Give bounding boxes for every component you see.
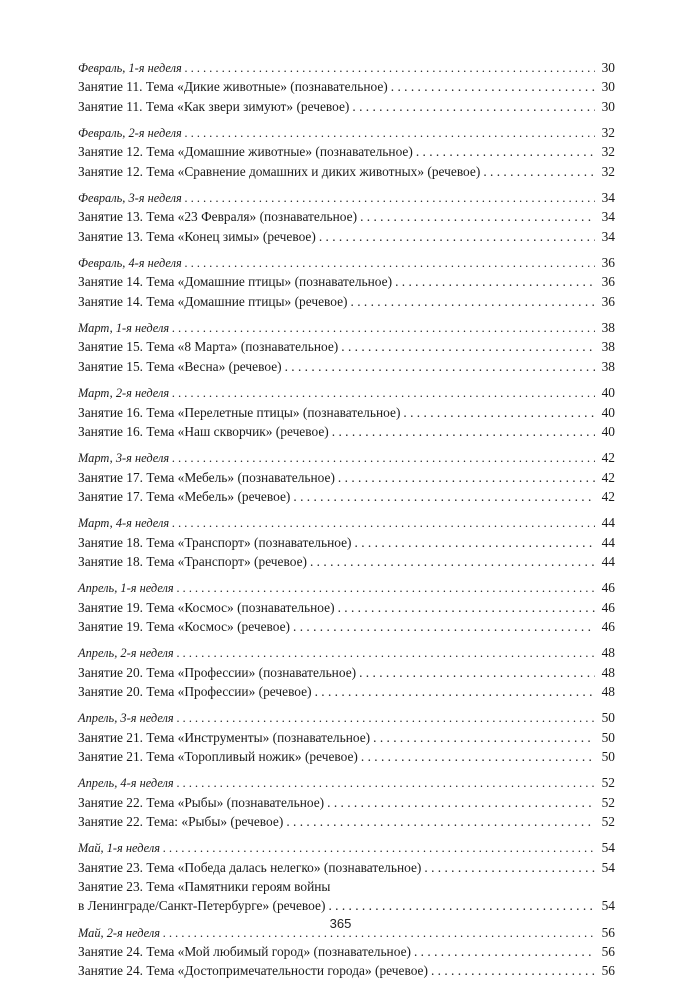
lesson-entry-page: 48	[601, 664, 615, 680]
lesson-entry-page: 32	[601, 163, 615, 179]
toc-section	[78, 773, 615, 831]
week-heading-label: Март, 1-я неделя	[78, 321, 170, 336]
lesson-entry-label: Занятие 12. Тема «Домашние животные» (познавательное)	[78, 144, 413, 160]
table-of-contents	[78, 58, 615, 988]
lesson-entry	[78, 162, 615, 181]
lesson-entry	[78, 663, 615, 682]
lesson-entry-label: Занятие 14. Тема «Домашние птицы» (речевое)	[78, 293, 348, 309]
dot-leader	[185, 59, 595, 78]
dot-leader	[310, 552, 595, 571]
lesson-entry	[78, 207, 615, 226]
dot-leader	[177, 579, 595, 598]
dot-leader	[341, 337, 595, 356]
lesson-entry-label: Занятие 23. Тема «Памятники героям войны	[78, 879, 331, 895]
lesson-entry-page: 40	[601, 404, 615, 420]
lesson-entry-page: 38	[601, 339, 615, 355]
lesson-entry-label: Занятие 22. Тема «Рыбы» (познавательное)	[78, 794, 325, 810]
week-heading-label: Февраль, 2-я неделя	[78, 126, 182, 141]
week-heading-label: Апрель, 4-я неделя	[78, 776, 174, 791]
week-heading	[78, 58, 615, 77]
lesson-entry	[78, 747, 615, 766]
lesson-entry-continued-label: в Ленинграде/Санкт-Петербурге» (речевое)	[78, 898, 326, 914]
lesson-entry-page: 44	[601, 534, 615, 550]
lesson-entry	[78, 552, 615, 571]
lesson-entry-label: Занятие 20. Тема «Профессии» (познавательное)	[78, 664, 357, 680]
dot-leader	[286, 812, 595, 831]
lesson-entry-page: 40	[601, 423, 615, 439]
dot-leader	[293, 487, 595, 506]
lesson-entry-page: 46	[601, 618, 615, 634]
lesson-entry-label: Занятие 24. Тема «Достопримечательности города» (речевое)	[78, 963, 428, 979]
week-heading-label: Март, 3-я неделя	[78, 451, 170, 466]
week-heading-label: Февраль, 4-я неделя	[78, 256, 182, 271]
week-heading-label: Апрель, 1-я неделя	[78, 581, 174, 596]
week-heading-page: 40	[601, 385, 615, 401]
week-heading-page: 34	[601, 190, 615, 206]
lesson-entry-label: Занятие 16. Тема «Наш скворчик» (речевое)	[78, 423, 329, 439]
lesson-entry-label: Занятие 16. Тема «Перелетные птицы» (познавательное)	[78, 404, 401, 420]
week-heading	[78, 643, 615, 662]
lesson-entry-page: 42	[601, 488, 615, 504]
lesson-entry-page: 56	[601, 963, 615, 979]
lesson-entry-label: Занятие 13. Тема «23 Февраля» (познавательное)	[78, 209, 358, 225]
lesson-entry-page: 36	[601, 293, 615, 309]
week-heading-page: 30	[601, 60, 615, 75]
week-heading-page: 32	[601, 125, 615, 141]
lesson-entry-label: Занятие 19. Тема «Космос» (речевое)	[78, 618, 291, 634]
toc-section	[78, 643, 615, 701]
toc-section	[78, 188, 615, 246]
week-heading-page: 52	[601, 775, 615, 791]
dot-leader	[338, 468, 595, 487]
lesson-entry	[78, 227, 615, 246]
lesson-entry-page: 52	[601, 794, 615, 810]
lesson-entry-page: 44	[601, 553, 615, 569]
dot-leader	[285, 357, 595, 376]
toc-section	[78, 448, 615, 506]
lesson-entry-label: Занятие 24. Тема «Мой любимый город» (познавательное)	[78, 944, 411, 960]
toc-section	[78, 578, 615, 636]
lesson-entry-page: 54	[601, 859, 615, 875]
lesson-entry-page: 38	[601, 358, 615, 374]
lesson-entry-page: 56	[601, 944, 615, 960]
lesson-entry-page: 50	[601, 749, 615, 764]
lesson-entry	[78, 142, 615, 161]
week-heading	[78, 773, 615, 792]
dot-leader	[355, 533, 595, 552]
dot-leader	[403, 403, 595, 422]
lesson-entry	[78, 877, 615, 896]
lesson-entry-label: Занятие 21. Тема «Торопливый ножик» (речевое)	[78, 749, 358, 764]
lesson-entry-page: 30	[601, 79, 615, 95]
lesson-entry	[78, 812, 615, 831]
lesson-entry-label: Занятие 12. Тема «Сравнение домашних и диких животных» (речевое)	[78, 163, 481, 179]
week-heading-label: Апрель, 3-я неделя	[78, 711, 174, 726]
week-heading-label: Февраль, 1-я неделя	[78, 61, 182, 75]
dot-leader	[373, 728, 595, 747]
lesson-entry	[78, 942, 615, 961]
dot-leader	[351, 292, 595, 311]
week-heading	[78, 188, 615, 207]
lesson-entry	[78, 337, 615, 356]
week-heading-page: 50	[601, 710, 615, 726]
dot-leader	[391, 77, 595, 96]
lesson-entry-label: Занятие 17. Тема «Мебель» (познавательное)	[78, 469, 335, 485]
lesson-entry-label: Занятие 15. Тема «8 Марта» (познавательное)	[78, 339, 339, 355]
lesson-entry-page: 52	[601, 814, 615, 830]
dot-leader	[327, 793, 595, 812]
lesson-entry	[78, 487, 615, 506]
lesson-entry-label: Занятие 23. Тема «Победа далась нелегко» (познавательное)	[78, 859, 422, 875]
toc-section	[78, 383, 615, 441]
lesson-entry	[78, 533, 615, 552]
week-heading-label: Апрель, 2-я неделя	[78, 646, 174, 661]
week-heading-page: 42	[601, 450, 615, 466]
toc-section	[78, 838, 615, 915]
week-heading-page: 44	[601, 515, 615, 531]
lesson-entry-label: Занятие 18. Тема «Транспорт» (познавательное)	[78, 534, 352, 550]
page-number: 365	[329, 916, 352, 931]
week-heading-label: Май, 2-я неделя	[78, 925, 161, 940]
dot-leader	[172, 384, 595, 403]
week-heading	[78, 253, 615, 272]
dot-leader	[361, 747, 595, 766]
lesson-entry-label: Занятие 19. Тема «Космос» (познавательное)	[78, 599, 335, 615]
dot-leader	[177, 774, 595, 793]
lesson-entry-page: 30	[601, 98, 615, 114]
week-heading-label: Март, 4-я неделя	[78, 516, 170, 531]
dot-leader	[315, 682, 595, 701]
lesson-entry-page: 42	[601, 469, 615, 485]
lesson-entry	[78, 292, 615, 311]
lesson-entry	[78, 422, 615, 441]
lesson-entry-label: Занятие 22. Тема: «Рыбы» (речевое)	[78, 814, 284, 830]
lesson-entry-label: Занятие 20. Тема «Профессии» (речевое)	[78, 683, 312, 699]
week-heading-page: 56	[601, 924, 615, 940]
dot-leader	[424, 858, 595, 877]
lesson-entry-label: Занятие 15. Тема «Весна» (речевое)	[78, 358, 282, 374]
lesson-entry-page: 48	[601, 683, 615, 699]
lesson-entry	[78, 77, 615, 96]
dot-leader	[172, 319, 595, 338]
lesson-entry-label: Занятие 21. Тема «Инструменты» (познавательное)	[78, 729, 371, 745]
lesson-entry	[78, 403, 615, 422]
dot-leader	[338, 598, 595, 617]
week-heading-page: 46	[601, 580, 615, 596]
dot-leader	[360, 207, 595, 226]
dot-leader	[332, 422, 595, 441]
week-heading-label: Март, 2-я неделя	[78, 386, 170, 401]
dot-leader	[177, 644, 595, 663]
dot-leader	[172, 514, 595, 533]
lesson-entry-page: 34	[601, 228, 615, 244]
week-heading-page: 54	[601, 840, 615, 856]
lesson-entry	[78, 97, 615, 116]
lesson-entry	[78, 682, 615, 701]
week-heading	[78, 708, 615, 727]
week-heading	[78, 383, 615, 402]
toc-section	[78, 58, 615, 116]
dot-leader	[185, 254, 595, 273]
lesson-entry-page: 34	[601, 209, 615, 225]
lesson-entry	[78, 468, 615, 487]
lesson-entry-label: Занятие 11. Тема «Как звери зимуют» (речевое)	[78, 98, 350, 114]
lesson-entry-label: Занятие 13. Тема «Конец зимы» (речевое)	[78, 228, 316, 244]
dot-leader	[185, 124, 595, 143]
week-heading-page: 38	[601, 320, 615, 336]
week-heading-label: Февраль, 3-я неделя	[78, 191, 182, 206]
toc-section	[78, 923, 615, 981]
toc-section	[78, 513, 615, 571]
dot-leader	[416, 142, 595, 161]
dot-leader	[319, 227, 595, 246]
lesson-entry	[78, 272, 615, 291]
week-heading	[78, 578, 615, 597]
lesson-entry-continued	[78, 896, 615, 915]
lesson-entry	[78, 617, 615, 636]
dot-leader	[185, 189, 595, 208]
dot-leader	[414, 942, 595, 961]
dot-leader	[293, 617, 595, 636]
week-heading	[78, 318, 615, 337]
lesson-entry-label: Занятие 18. Тема «Транспорт» (речевое)	[78, 553, 307, 569]
lesson-entry	[78, 357, 615, 376]
week-heading	[78, 838, 615, 857]
week-heading-page: 36	[601, 255, 615, 271]
dot-leader	[352, 97, 595, 116]
lesson-entry-page: 46	[601, 599, 615, 615]
dot-leader	[172, 449, 595, 468]
week-heading-label: Май, 1-я неделя	[78, 841, 161, 856]
lesson-entry-label: Занятие 11. Тема «Дикие животные» (познавательное)	[78, 79, 388, 95]
lesson-entry	[78, 598, 615, 617]
lesson-entry-page: 36	[601, 274, 615, 290]
dot-leader	[177, 709, 595, 728]
lesson-entry-page: 50	[601, 729, 615, 745]
lesson-entry	[78, 793, 615, 812]
lesson-entry-continued-page: 54	[601, 898, 615, 914]
lesson-entry	[78, 728, 615, 747]
week-heading-page: 48	[601, 645, 615, 661]
toc-section	[78, 123, 615, 181]
dot-leader	[163, 839, 595, 858]
week-heading	[78, 448, 615, 467]
dot-leader	[328, 896, 595, 915]
dot-leader	[483, 162, 595, 181]
dot-leader	[431, 961, 595, 980]
lesson-entry-label: Занятие 17. Тема «Мебель» (речевое)	[78, 488, 291, 504]
week-heading	[78, 123, 615, 142]
toc-section	[78, 253, 615, 311]
toc-section	[78, 708, 615, 766]
lesson-entry-page: 32	[601, 144, 615, 160]
dot-leader	[395, 272, 595, 291]
lesson-entry	[78, 858, 615, 877]
toc-section	[78, 318, 615, 376]
week-heading	[78, 513, 615, 532]
lesson-entry	[78, 961, 615, 980]
dot-leader	[359, 663, 595, 682]
lesson-entry-label: Занятие 14. Тема «Домашние птицы» (познавательное)	[78, 274, 393, 290]
